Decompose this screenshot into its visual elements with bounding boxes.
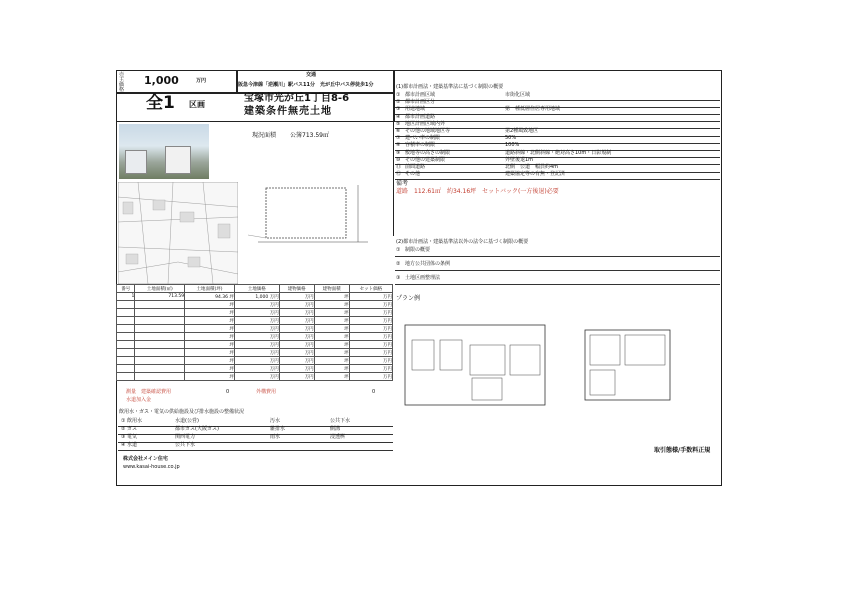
table-row (117, 301, 393, 309)
table-cell (117, 317, 135, 325)
floor-plan-2 (580, 320, 680, 410)
table-cell: 万円 (349, 373, 392, 381)
utility-cell: 公共下水 (175, 442, 196, 448)
plan-label: プラン例 (396, 295, 421, 302)
area-value: 公簿713.59㎡ (290, 132, 329, 139)
legal-row-label: 建ぺい率の制限 (405, 135, 441, 142)
site-plan (248, 180, 388, 250)
table-cell (135, 341, 185, 349)
legal-row-no: ⑩ (396, 156, 401, 163)
other-row-label: 制限の概要 (405, 247, 431, 253)
table-cell: 万円 (234, 349, 279, 357)
table-cell: 万円 (279, 373, 314, 381)
land-table-header: 番号 (117, 285, 135, 293)
utilities-heading: 飲用水・ガス・電気の供給施設及び排水施設の整備状況 (119, 409, 245, 415)
table-cell: 万円 (349, 325, 392, 333)
utility-cell: 都市ガス(大阪ガス) (175, 426, 219, 432)
table-cell (135, 349, 185, 357)
table-row (117, 293, 393, 301)
row-divider (395, 114, 720, 115)
table-cell: 万円 (279, 325, 314, 333)
table-cell: 万円 (234, 317, 279, 325)
property-title: 建築条件無売土地 (244, 106, 332, 117)
table-cell: 坪 (185, 349, 235, 357)
table-cell: 坪 (314, 301, 349, 309)
row-divider (395, 100, 720, 101)
table-cell: 万円 (349, 365, 392, 373)
location-map (118, 182, 238, 284)
table-cell (117, 341, 135, 349)
table-cell: 万円 (349, 309, 392, 317)
table-cell: 坪 (314, 365, 349, 373)
row-divider (118, 434, 393, 435)
table-cell: 万円 (234, 365, 279, 373)
address: 宝塚市光が丘1丁目8-6 (244, 93, 350, 104)
table-cell: 万円 (234, 325, 279, 333)
legal-row-no: ⑪ (396, 164, 402, 170)
legal-row-no: ⑧ (396, 142, 401, 149)
legal-row-no: ④ (396, 113, 401, 120)
land-table-header: 建物面積 (314, 285, 349, 293)
fee-left-1: 測量 建築確認費用 (126, 389, 172, 395)
table-cell: 坪 (185, 373, 235, 381)
table-cell (117, 301, 135, 309)
fee-amount-1: 0 (226, 389, 230, 395)
table-cell: 万円 (349, 341, 392, 349)
house-shape-2 (165, 146, 191, 174)
table-cell (135, 317, 185, 325)
table-cell (135, 301, 185, 309)
table-cell: 坪 (314, 333, 349, 341)
table-cell: 万円 (234, 341, 279, 349)
utility-cell: ② (121, 426, 126, 432)
table-cell (117, 365, 135, 373)
utility-cell: ③ (121, 434, 126, 440)
table-row (117, 365, 393, 373)
legal-row-value: 外壁後退1m (505, 156, 534, 163)
fee-amount-2: 0 (372, 389, 376, 395)
utility-cell: 水道 (127, 442, 138, 448)
section-suffix: 区画 (189, 100, 205, 109)
table-cell: 坪 (185, 301, 235, 309)
table-cell: 万円 (349, 301, 392, 309)
other-row-no: ② (396, 261, 401, 267)
table-row (117, 333, 393, 341)
utility-cell: ④ (121, 442, 126, 448)
land-table (116, 284, 393, 381)
land-table-header: 土地面積(坪) (185, 285, 235, 293)
table-cell: 坪 (314, 309, 349, 317)
legal-row-no: ⑦ (396, 135, 401, 142)
other-row-no: ③ (396, 275, 401, 281)
price-unit: 万円 (196, 78, 207, 84)
legal-row-value: 北側 公道 幅員約4m (505, 164, 559, 170)
row-divider (395, 179, 720, 180)
table-cell (117, 333, 135, 341)
table-cell (135, 365, 185, 373)
utility-cell: ① (121, 418, 126, 424)
row-divider (395, 270, 720, 271)
land-table-header: セット価格 (349, 285, 392, 293)
table-cell (117, 325, 135, 333)
legal-row-label: 都市計画区域 (405, 92, 436, 98)
legal-row-value: 50% (505, 135, 517, 142)
row-divider (118, 426, 393, 427)
table-cell: 坪 (185, 325, 235, 333)
table-row (117, 317, 393, 325)
footer-note: 取引態様/手数料正規 (654, 447, 711, 454)
utility-cell: 公共下水 (330, 418, 351, 424)
company-url: www.kasai-house.co.jp (123, 464, 180, 470)
table-cell (117, 349, 135, 357)
table-cell: 坪 (185, 309, 235, 317)
legal-row-no: ① (396, 92, 401, 98)
row-divider (118, 442, 393, 443)
table-cell: 1 (117, 293, 135, 301)
table-cell: 坪 (314, 341, 349, 349)
land-table-header: 建物価格 (279, 285, 314, 293)
legal-heading: (1)都市計画法・建築基準法に基づく制限の概要 (396, 84, 504, 90)
row-divider (395, 136, 720, 137)
utility-cell: 水道(公営) (175, 418, 199, 424)
table-row (117, 349, 393, 357)
price-label: 売主価格 (119, 72, 125, 93)
traffic-label: 交通 (306, 72, 317, 78)
legal-row-label: 都市計画区分 (405, 99, 436, 106)
table-cell: 万円 (279, 365, 314, 373)
house-shape-1 (125, 150, 147, 174)
table-cell: 坪 (185, 357, 235, 365)
utility-cell: 飲用水 (127, 418, 143, 424)
row-divider (395, 256, 720, 257)
company-name: 株式会社メイン住宅 (123, 456, 168, 462)
table-cell: 万円 (279, 349, 314, 357)
table-cell: 万円 (234, 357, 279, 365)
table-cell: 万円 (279, 333, 314, 341)
utility-cell: 側溝 (330, 426, 341, 432)
table-cell: 坪 (185, 317, 235, 325)
legal-row-value: 建築協定等の有無・登記済 (505, 171, 566, 178)
legal-row-label: 地区計画区域内外 (405, 120, 446, 127)
row-divider (395, 143, 720, 144)
remarks-text: 道路 112.61㎡ 約34.16坪 セットバック(一方後退)必要 (396, 188, 559, 195)
utility-cell: ガス (127, 426, 138, 432)
legal-row-value: 100% (505, 142, 520, 149)
table-row (117, 357, 393, 365)
legal-row-value: 第一種低層住居専用地域 (505, 106, 561, 113)
utility-cell: 汚水 (270, 418, 281, 424)
utility-cell: 電気 (127, 434, 138, 440)
table-cell: 万円 (279, 341, 314, 349)
table-cell: 万円 (349, 333, 392, 341)
legal-row-no: ③ (396, 106, 401, 113)
table-cell: 坪 (185, 333, 235, 341)
price-value: 1,000 (144, 74, 179, 87)
table-cell: 1,000 万円 (234, 293, 279, 301)
table-cell: 万円 (279, 357, 314, 365)
table-cell: 坪 (314, 325, 349, 333)
legal-row-label: 敷地等の高さの制限 (405, 149, 451, 156)
legal-row-label: その他の建築制限 (405, 156, 446, 163)
table-cell: 坪 (314, 373, 349, 381)
fee-right-1: 外構費用 (256, 389, 277, 395)
legal-row-no: ⑨ (396, 149, 401, 156)
legal-row-value: 道路斜線・北側斜線・絶対高さ10m・日影規制 (505, 149, 612, 156)
table-cell: 713.59 (135, 293, 185, 301)
other-legal-heading: (2)都市計画法・建築基準法以外の法令に基づく制限の概要 (396, 239, 529, 245)
row-divider (118, 450, 393, 451)
legal-row-label: 前面道路 (405, 164, 426, 170)
table-cell: 万円 (279, 309, 314, 317)
legal-row-label: その他 (405, 171, 421, 178)
floor-plan-1 (400, 320, 550, 410)
table-cell (135, 357, 185, 365)
utility-cell: 関西電力 (175, 434, 196, 440)
table-cell: 万円 (234, 309, 279, 317)
table-cell (135, 373, 185, 381)
legal-row-no: ⑤ (396, 120, 401, 127)
table-cell: 万円 (234, 333, 279, 341)
table-row (117, 325, 393, 333)
legal-row-no: ⑥ (396, 128, 401, 134)
table-cell: 万円 (349, 357, 392, 365)
land-table-header: 土地面積(㎡) (135, 285, 185, 293)
table-cell: 万円 (234, 373, 279, 381)
legal-row-label: 容積率の制限 (405, 142, 436, 149)
table-cell: 万円 (279, 317, 314, 325)
remarks-label: 備考 (396, 180, 409, 187)
other-row-label: 土地区画整理法 (405, 275, 441, 281)
table-cell: 坪 (314, 349, 349, 357)
table-cell (117, 373, 135, 381)
utility-cell: 雑排水 (270, 426, 286, 432)
legal-row-value: 第2種風致地区 (505, 128, 539, 134)
legal-row-label: 用途地域 (405, 106, 426, 113)
legal-row-value: 市街化区域 (505, 92, 531, 98)
table-cell: 坪 (185, 341, 235, 349)
table-cell: 94.36 坪 (185, 293, 235, 301)
table-cell: 万円 (349, 293, 392, 301)
utility-cell: 浸透桝 (330, 434, 346, 440)
traffic-text: 阪急今津線「逆瀬川」駅バス11分 光が丘中バス停徒歩1分 (238, 82, 374, 88)
legal-row-label: 都市計画道路 (405, 113, 436, 120)
legal-row-no: ⑫ (396, 171, 402, 178)
table-cell (117, 357, 135, 365)
table-cell: 万円 (279, 301, 314, 309)
table-cell: 万円 (234, 301, 279, 309)
table-row (117, 341, 393, 349)
table-cell: 坪 (314, 357, 349, 365)
table-cell (117, 309, 135, 317)
table-cell (135, 325, 185, 333)
table-row (117, 309, 393, 317)
section-label: 全1 (146, 93, 175, 113)
table-row (117, 373, 393, 381)
table-cell: 万円 (349, 317, 392, 325)
fee-left-2: 水道加入金 (126, 397, 152, 403)
table-cell: 万円 (279, 293, 314, 301)
legal-row-no: ② (396, 99, 401, 106)
legal-row-label: その他の地域地区等 (405, 128, 451, 134)
other-row-no: ① (396, 247, 401, 253)
table-cell (135, 333, 185, 341)
area-label: 現況面積 (252, 132, 277, 139)
table-cell: 万円 (349, 349, 392, 357)
table-cell: 坪 (185, 365, 235, 373)
table-cell (135, 309, 185, 317)
table-cell: 坪 (314, 293, 349, 301)
utility-cell: 雨水 (270, 434, 281, 440)
other-row-label: 地方公共団体の条例 (405, 261, 451, 267)
land-table-header: 土地価格 (234, 285, 279, 293)
table-cell: 坪 (314, 317, 349, 325)
row-divider (395, 284, 720, 285)
